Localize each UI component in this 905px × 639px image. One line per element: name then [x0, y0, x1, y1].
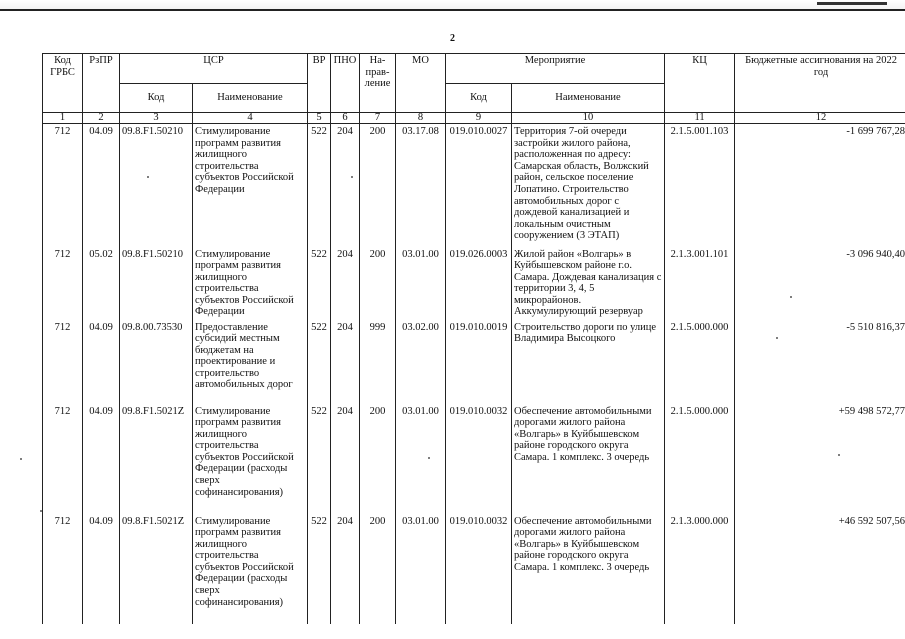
cell-vr: 522: [308, 514, 331, 624]
header-event: Мероприятие: [446, 54, 665, 84]
column-number: 2: [83, 113, 120, 124]
cell-amount: +59 498 572,77: [735, 404, 905, 514]
table-row: [43, 320, 905, 404]
cell-event-code: 019.010.0027: [446, 124, 512, 247]
cell-event-name: Обеспечение автомобильными дорогами жилого района «Волгарь» в Куйбышевском районе городского округа Самара. 1 комплекс. 3 очередь: [512, 514, 665, 624]
header-event-code: Код: [446, 84, 512, 113]
table-row: [43, 514, 905, 624]
cell-pno: 204: [331, 247, 360, 320]
cell-direction: 200: [360, 514, 396, 624]
cell-csr-name: Стимулирование программ развития жилищного строительства субъектов Российской Федерации (расходы сверх софинансирования): [193, 514, 308, 624]
cell-kc: 2.1.5.000.000: [665, 404, 735, 514]
cell-event-code: 019.010.0019: [446, 320, 512, 404]
header-vr: ВР: [308, 54, 331, 113]
scan-mark: [817, 2, 887, 5]
header-csr-code: Код: [120, 84, 193, 113]
table-row: [43, 247, 905, 320]
column-number: 4: [193, 113, 308, 124]
header-csr-name: Наименование: [193, 84, 308, 113]
cell-grbs: 712: [43, 247, 83, 320]
scan-speck: [351, 176, 353, 178]
cell-amount: +46 592 507,56: [735, 514, 905, 624]
cell-event-code: 019.010.0032: [446, 514, 512, 624]
header-direction: На-прав-ление: [360, 54, 396, 113]
column-number: 11: [665, 113, 735, 124]
cell-grbs: 712: [43, 514, 83, 624]
scan-speck: [838, 454, 840, 456]
cell-amount: -3 096 940,40: [735, 247, 905, 320]
cell-grbs: 712: [43, 124, 83, 247]
header-rzpr: РзПР: [83, 54, 120, 113]
cell-mo: 03.01.00: [396, 247, 446, 320]
cell-amount: -5 510 816,37: [735, 320, 905, 404]
cell-pno: 204: [331, 124, 360, 247]
cell-vr: 522: [308, 320, 331, 404]
header-mo: МО: [396, 54, 446, 113]
column-number: 1: [43, 113, 83, 124]
cell-rzpr: 04.09: [83, 404, 120, 514]
cell-csr-name: Стимулирование программ развития жилищного строительства субъектов Российской Федерации: [193, 124, 308, 247]
cell-mo: 03.01.00: [396, 514, 446, 624]
column-number: 12: [735, 113, 905, 124]
column-number: 6: [331, 113, 360, 124]
cell-mo: 03.02.00: [396, 320, 446, 404]
column-number: 9: [446, 113, 512, 124]
cell-mo: 03.01.00: [396, 404, 446, 514]
scan-speck: [20, 458, 22, 460]
cell-csr-code: 09.8.F1.5021Z: [120, 404, 193, 514]
scan-speck: [790, 296, 792, 298]
table-row: [43, 124, 905, 247]
cell-vr: 522: [308, 404, 331, 514]
cell-direction: 999: [360, 320, 396, 404]
cell-grbs: 712: [43, 404, 83, 514]
scan-speck: [40, 510, 42, 512]
header-kc: КЦ: [665, 54, 735, 113]
cell-direction: 200: [360, 404, 396, 514]
column-number: 3: [120, 113, 193, 124]
header-csr: ЦСР: [120, 54, 308, 84]
table-row: [43, 404, 905, 514]
scan-top-edge: [0, 0, 905, 11]
column-number: 10: [512, 113, 665, 124]
cell-rzpr: 04.09: [83, 124, 120, 247]
column-number: 5: [308, 113, 331, 124]
cell-csr-name: Стимулирование программ развития жилищного строительства субъектов Российской Федерации: [193, 247, 308, 320]
cell-pno: 204: [331, 320, 360, 404]
cell-amount: -1 699 767,28: [735, 124, 905, 247]
cell-kc: 2.1.3.000.000: [665, 514, 735, 624]
column-number: 7: [360, 113, 396, 124]
cell-event-code: 019.026.0003: [446, 247, 512, 320]
cell-mo: 03.17.08: [396, 124, 446, 247]
cell-direction: 200: [360, 247, 396, 320]
cell-csr-code: 09.8.00.73530: [120, 320, 193, 404]
scan-speck: [428, 457, 430, 459]
header-grbs: Код ГРБС: [43, 54, 83, 113]
cell-rzpr: 04.09: [83, 514, 120, 624]
header-event-name: Наименование: [512, 84, 665, 113]
cell-grbs: 712: [43, 320, 83, 404]
page-number: 2: [450, 33, 455, 44]
cell-vr: 522: [308, 124, 331, 247]
cell-csr-name: Стимулирование программ развития жилищного строительства субъектов Российской Федерации (расходы сверх софинансирования): [193, 404, 308, 514]
header-pno: ПНО: [331, 54, 360, 113]
cell-kc: 2.1.5.001.103: [665, 124, 735, 247]
cell-event-code: 019.010.0032: [446, 404, 512, 514]
cell-event-name: Жилой район «Волгарь» в Куйбышевском районе г.о. Самара. Дождевая канализация с территории 3, 4, 5 микрорайонов. Аккумулирующий резервуар: [512, 247, 665, 320]
cell-csr-code: 09.8.F1.50210: [120, 247, 193, 320]
scan-speck: [776, 337, 778, 339]
cell-csr-name: Предоставление субсидий местным бюджетам на проектирование и строительство автомобильных дорог: [193, 320, 308, 404]
cell-pno: 204: [331, 404, 360, 514]
cell-csr-code: 09.8.F1.5021Z: [120, 514, 193, 624]
scan-speck: [147, 176, 149, 178]
cell-pno: 204: [331, 514, 360, 624]
cell-event-name: Строительство дороги по улице Владимира Высоцкого: [512, 320, 665, 404]
header-budget: Бюджетные ассигнования на 2022 год: [735, 54, 905, 113]
cell-rzpr: 05.02: [83, 247, 120, 320]
cell-event-name: Обеспечение автомобильными дорогами жилого района «Волгарь» в Куйбышевском районе городского округа Самара. 1 комплекс. 3 очередь: [512, 404, 665, 514]
cell-kc: 2.1.3.001.101: [665, 247, 735, 320]
cell-direction: 200: [360, 124, 396, 247]
column-number: 8: [396, 113, 446, 124]
cell-kc: 2.1.5.000.000: [665, 320, 735, 404]
cell-vr: 522: [308, 247, 331, 320]
cell-event-name: Территория 7-ой очереди застройки жилого района, расположенная по адресу: Самарская область, Волжский район, сельское поселение Лопатино. Строительство автомобильных дорог с дождевой канализацией и локальным очистным сооружением (3 ЭТАП): [512, 124, 665, 247]
cell-csr-code: 09.8.F1.50210: [120, 124, 193, 247]
cell-rzpr: 04.09: [83, 320, 120, 404]
